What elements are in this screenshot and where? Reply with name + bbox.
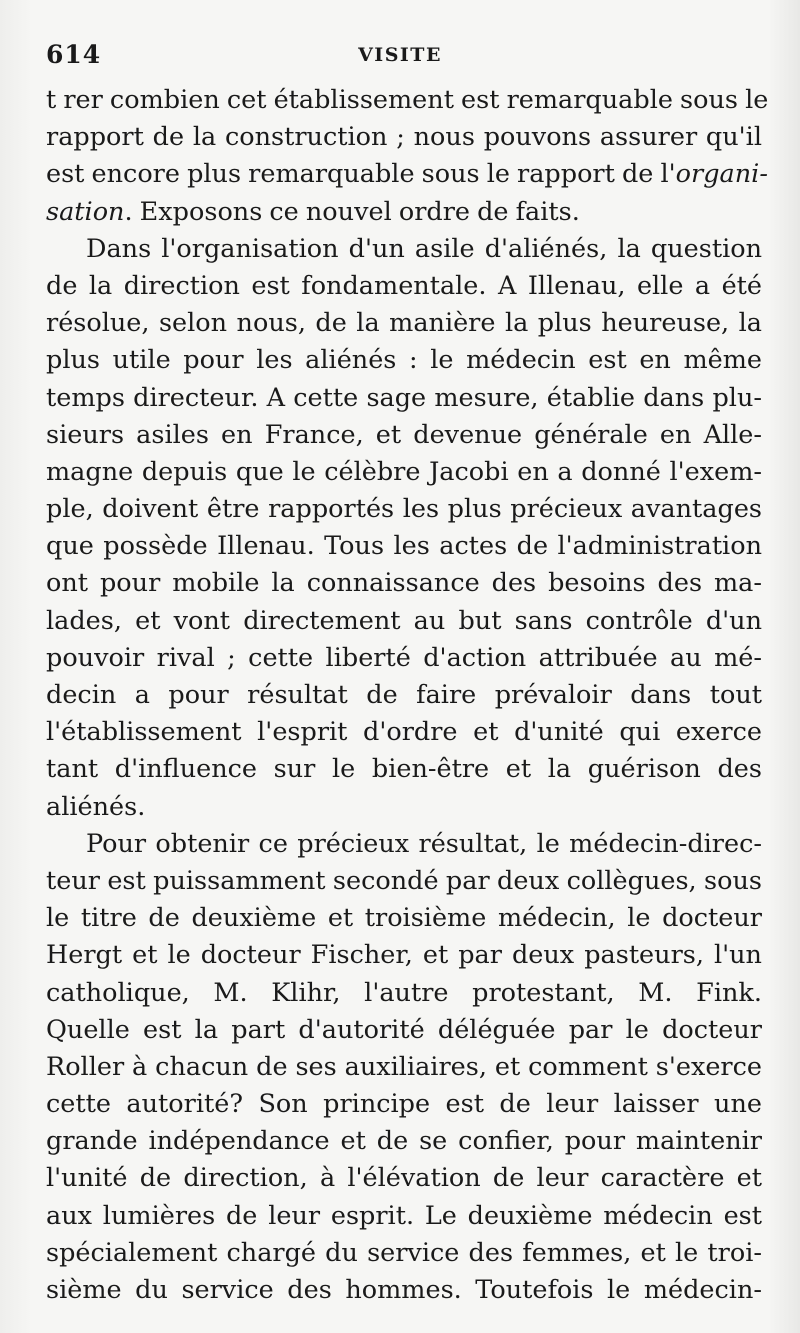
text-line xyxy=(46,603,762,640)
text-line xyxy=(46,1049,762,1086)
line-text: rapport de la construction ; nous pouvons assurer qu'il xyxy=(46,122,762,153)
line-text: ont pour mobile la connaissance des besoins des ma- xyxy=(46,568,762,599)
text-line xyxy=(46,714,762,751)
line-text: lades, et vont directement au but sans contrôle d'un xyxy=(46,605,762,636)
line-text: résolue, selon nous, de la manière la plus heureuse, la xyxy=(46,308,762,339)
line-text: l'unité de direction, à l'élévation de leur caractère et xyxy=(46,1163,762,1194)
italic-text: organi- xyxy=(675,159,768,190)
text-line xyxy=(46,751,762,788)
line-text: que possède Illenau. Tous les actes de l'administration xyxy=(46,531,762,562)
line-text: aliénés. xyxy=(46,791,146,822)
text-line xyxy=(46,789,762,826)
text-line xyxy=(46,863,762,900)
text-line xyxy=(46,1086,762,1123)
line-text: aux lumières de leur esprit. Le deuxième médecin est xyxy=(46,1200,762,1231)
text-line xyxy=(46,826,762,863)
text-line xyxy=(46,268,762,305)
text-line xyxy=(46,565,762,602)
text-line xyxy=(46,417,762,454)
line-text: ple, doivent être rapportés les plus précieux avantages xyxy=(46,494,762,525)
line-text: . Exposons ce nouvel ordre de faits. xyxy=(124,196,580,227)
line-text: cette autorité? Son principe est de leur laisser une xyxy=(46,1089,762,1120)
line-text: Pour obtenir ce précieux résultat, le médecin-direc- xyxy=(86,828,762,859)
text-line xyxy=(46,305,762,342)
line-text: Dans l'organisation d'un asile d'aliénés, la question xyxy=(86,233,762,264)
line-text: l'établissement l'esprit d'ordre et d'unité qui exerce xyxy=(46,717,762,748)
line-text: magne depuis que le célèbre Jacobi en a donné l'exem- xyxy=(46,456,762,487)
line-text: sième du service des hommes. Toutefois le médecin- xyxy=(46,1275,762,1305)
line-text: catholique, M. Klihr, l'autre protestant, M. Fink. xyxy=(46,977,762,1008)
line-text: grande indépendance et de se confier, pour maintenir xyxy=(46,1126,762,1157)
line-text: Hergt et le docteur Fischer, et par deux pasteurs, l'un xyxy=(46,940,762,971)
text-line xyxy=(46,900,762,937)
line-text: Quelle est la part d'autorité déléguée par le docteur xyxy=(46,1014,762,1045)
text-line xyxy=(46,937,762,974)
text-line xyxy=(46,677,762,714)
text-line xyxy=(46,491,762,528)
text-line xyxy=(46,528,762,565)
running-title: VISITE xyxy=(358,44,442,66)
text-line xyxy=(46,1123,762,1160)
text-line xyxy=(46,454,762,491)
line-text: decin a pour résultat de faire prévaloir dans tout xyxy=(46,680,762,710)
text-line xyxy=(46,1272,762,1309)
text-line xyxy=(46,1012,762,1049)
text-line xyxy=(46,156,768,193)
text-line xyxy=(46,82,769,119)
line-text: teur est puissamment secondé par deux collègues, sous xyxy=(46,865,762,896)
body-text xyxy=(46,82,769,1309)
text-line xyxy=(46,380,762,417)
line-text: pouvoir rival ; cette liberté d'action attribuée au mé- xyxy=(46,642,762,673)
line-text: temps directeur. A cette sage mesure, établie dans plu- xyxy=(46,382,762,413)
text-line xyxy=(46,194,762,231)
line-text: sieurs asiles en France, et devenue générale en Alle- xyxy=(46,419,762,450)
line-text: tant d'influence sur le bien-être et la guérison des xyxy=(46,754,762,785)
line-text: t rer combien cet établissement est remarquable sous le xyxy=(46,85,769,115)
text-line xyxy=(46,1160,762,1197)
page-number: 614 xyxy=(46,40,102,69)
line-text: le titre de deuxième et troisième médecin, le docteur xyxy=(46,903,762,934)
italic-text: sation xyxy=(46,196,125,227)
line-text: Roller à chacun de ses auxiliaires, et comment s'exerce xyxy=(46,1051,762,1082)
text-line xyxy=(46,640,762,677)
text-line xyxy=(46,119,762,156)
line-text: de la direction est fondamentale. A Illenau, elle a été xyxy=(46,270,762,301)
running-head xyxy=(46,40,754,74)
line-text: spécialement chargé du service des femmes, et le troi- xyxy=(46,1237,762,1268)
text-line xyxy=(46,342,762,379)
text-line xyxy=(46,1235,762,1272)
line-text: est encore plus remarquable sous le rapport de l' xyxy=(46,159,676,190)
text-line xyxy=(46,231,762,268)
line-text: plus utile pour les aliénés : le médecin est en même xyxy=(46,345,762,376)
text-line xyxy=(46,1198,762,1235)
text-line xyxy=(46,975,762,1012)
